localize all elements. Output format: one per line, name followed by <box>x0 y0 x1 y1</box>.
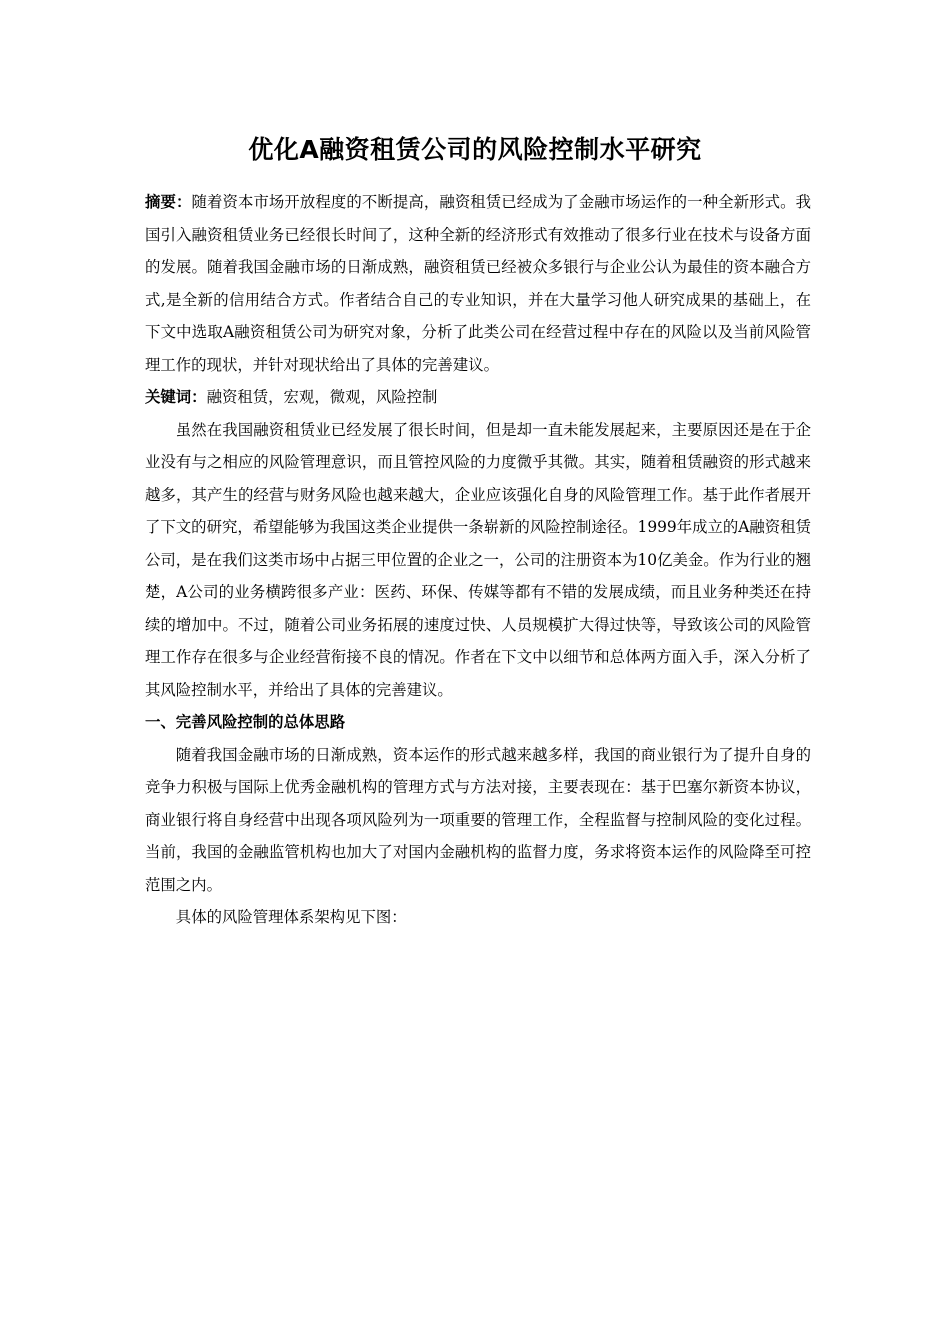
section-paragraph-1: 随着我国金融市场的日渐成熟，资本运作的形式越来越多样，我国的商业银行为了提升自身的竞争力积极与国际上优秀金融机构的管理方式与方法对接，主要表现在：基于巴塞尔新资本协议，商业银行将自身经营中出现各项风险列为一项重要的管理工作，全程监督与控制风险的变化过程。当前，我国的金融监管机构也加大了对国内金融机构的监督力度，务求将资本运作的风险降至可控范围之内。 <box>145 745 811 894</box>
keywords-paragraph <box>145 381 811 414</box>
keywords-label: 关键词： <box>145 388 207 406</box>
abstract-paragraph <box>145 186 811 381</box>
document-title: 优化A融资租赁公司的风险控制水平研究 <box>248 135 702 164</box>
keywords-text: 融资租赁，宏观，微观，风险控制 <box>206 388 438 406</box>
section-heading: 一、完善风险控制的总体思路 <box>145 713 346 731</box>
abstract-label: 摘要： <box>145 193 192 211</box>
abstract-text: 随着资本市场开放程度的不断提高，融资租赁已经成为了金融市场运作的一种全新形式。我国引入融资租赁业务已经很长时间了，这种全新的经济形式有效推动了很多行业在技术与设备方面的发展。随着我国金融市场的日渐成熟，融资租赁已经被众多银行与企业公认为最佳的资本融合方式,是全新的信用结合方式。作者结合自己的专业知识，并在大量学习他人研究成果的基础上，在下文中选取A融资租赁公司为研究对象，分析了此类公司在经营过程中存在的风险以及当前风险管理工作的现状，并针对现状给出了具体的完善建议。 <box>145 193 811 374</box>
document-body <box>145 186 811 934</box>
intro-paragraph: 虽然在我国融资租赁业已经发展了很长时间，但是却一直未能发展起来，主要原因还是在于企业没有与之相应的风险管理意识，而且管控风险的力度微乎其微。其实，随着租赁融资的形式越来越多，其产生的经营与财务风险也越来越大，企业应该强化自身的风险管理工作。基于此作者展开了下文的研究，希望能够为我国这类企业提供一条崭新的风险控制途径。1999年成立的A融资租赁公司，是在我们这类市场中占据三甲位置的企业之一，公司的注册资本为10亿美金。作为行业的翘楚，A公司的业务横跨很多产业：医药、环保、传媒等都有不错的发展成绩，而且业务种类还在持续的增加中。不过，随着公司业务拓展的速度过快、人员规模扩大得过快等，导致该公司的风险管理工作存在很多与企业经营衔接不良的情况。作者在下文中以细节和总体两方面入手，深入分析了其风险控制水平，并给出了具体的完善建议。 <box>145 420 811 699</box>
section-paragraph-2: 具体的风险管理体系架构见下图： <box>175 908 407 926</box>
